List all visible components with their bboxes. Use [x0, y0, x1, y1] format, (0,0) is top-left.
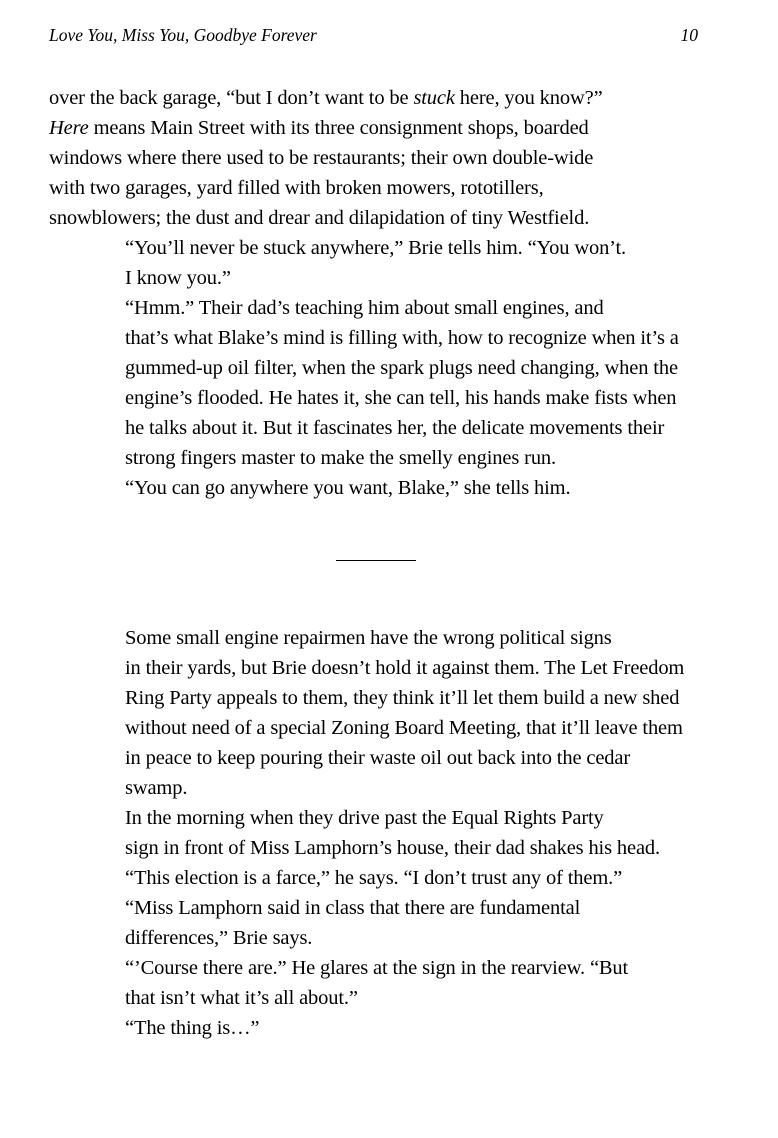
italic-text: Here — [49, 117, 89, 139]
text-line — [49, 353, 704, 383]
text-run: “The thing is…” — [125, 1017, 260, 1039]
text-block-1 — [49, 83, 704, 503]
text-line — [49, 413, 704, 443]
text-run: with two garages, yard filled with broken mowers, rototillers, — [49, 177, 544, 199]
paragraph — [49, 83, 704, 233]
text-line — [49, 623, 704, 653]
text-line — [49, 953, 704, 983]
text-run: that’s what Blake’s mind is filling with, how to recognize when it’s a — [125, 327, 679, 349]
text-line — [49, 203, 704, 233]
text-run: without need of a special Zoning Board Meeting, that it’ll leave them — [125, 717, 683, 739]
text-run: strong fingers master to make the smelly engines run. — [125, 447, 556, 469]
paragraph — [49, 293, 704, 473]
text-run: In the morning when they drive past the Equal Rights Party — [125, 807, 604, 829]
text-run: he talks about it. But it fascinates her, the delicate movements their — [125, 417, 665, 439]
text-run: windows where there used to be restaurants; their own double-wide — [49, 147, 594, 169]
text-line — [49, 83, 704, 113]
text-run: swamp. — [125, 777, 188, 799]
page-number: 10 — [680, 25, 698, 45]
text-line — [49, 923, 704, 953]
paragraph — [49, 623, 704, 803]
text-line — [49, 383, 704, 413]
paragraph — [49, 803, 704, 893]
paragraph — [49, 953, 704, 1013]
text-run: Ring Party appeals to them, they think it’ll let them build a new shed — [125, 687, 680, 709]
text-line — [49, 323, 704, 353]
text-run: “Miss Lamphorn said in class that there are fundamental — [125, 897, 581, 919]
paragraph — [49, 1013, 704, 1043]
text-line — [49, 443, 704, 473]
text-line — [49, 653, 704, 683]
text-line — [49, 743, 704, 773]
text-run: “You’ll never be stuck anywhere,” Brie tells him. “You won’t. — [125, 237, 626, 259]
text-line — [49, 863, 704, 893]
text-line — [49, 983, 704, 1013]
paragraph — [49, 233, 704, 293]
text-line — [49, 473, 704, 503]
text-run: Some small engine repairmen have the wrong political signs — [125, 627, 612, 649]
text-run: means Main Street with its three consignment shops, boarded — [88, 117, 589, 139]
text-run: differences,” Brie says. — [125, 927, 313, 949]
text-run: “Hmm.” Their dad’s teaching him about small engines, and — [125, 297, 604, 319]
text-run: I know you.” — [125, 267, 231, 289]
text-run: that isn’t what it’s all about.” — [125, 987, 358, 1009]
running-title: Love You, Miss You, Goodbye Forever — [49, 25, 317, 45]
text-run: over the back garage, “but I don’t want to be — [49, 87, 414, 109]
section-break-rule — [336, 560, 416, 561]
text-line — [49, 683, 704, 713]
text-line — [49, 143, 704, 173]
text-line — [49, 293, 704, 323]
text-run: here, you know?” — [454, 87, 603, 109]
text-run: “This election is a farce,” he says. “I don’t trust any of them.” — [125, 867, 623, 889]
text-line — [49, 803, 704, 833]
text-run: gummed-up oil filter, when the spark plugs need changing, when the — [125, 357, 678, 379]
text-run: sign in front of Miss Lamphorn’s house, their dad shakes his head. — [125, 837, 660, 859]
text-line — [49, 893, 704, 923]
italic-text: stuck — [413, 87, 455, 109]
paragraph — [49, 893, 704, 953]
text-line — [49, 263, 704, 293]
text-run: engine’s flooded. He hates it, she can tell, his hands make fists when — [125, 387, 677, 409]
text-line — [49, 833, 704, 863]
text-line — [49, 113, 704, 143]
text-block-2 — [49, 623, 704, 1043]
paragraph — [49, 473, 704, 503]
text-line — [49, 1013, 704, 1043]
text-run: “’Course there are.” He glares at the sign in the rearview. “But — [125, 957, 629, 979]
text-run: in peace to keep pouring their waste oil out back into the cedar — [125, 747, 630, 769]
text-run: in their yards, but Brie doesn’t hold it against them. The Let Freedom — [125, 657, 685, 679]
text-line — [49, 173, 704, 203]
text-line — [49, 713, 704, 743]
text-run: snowblowers; the dust and drear and dilapidation of tiny Westfield. — [49, 207, 590, 229]
text-line — [49, 233, 704, 263]
text-run: “You can go anywhere you want, Blake,” she tells him. — [125, 477, 571, 499]
text-line — [49, 773, 704, 803]
